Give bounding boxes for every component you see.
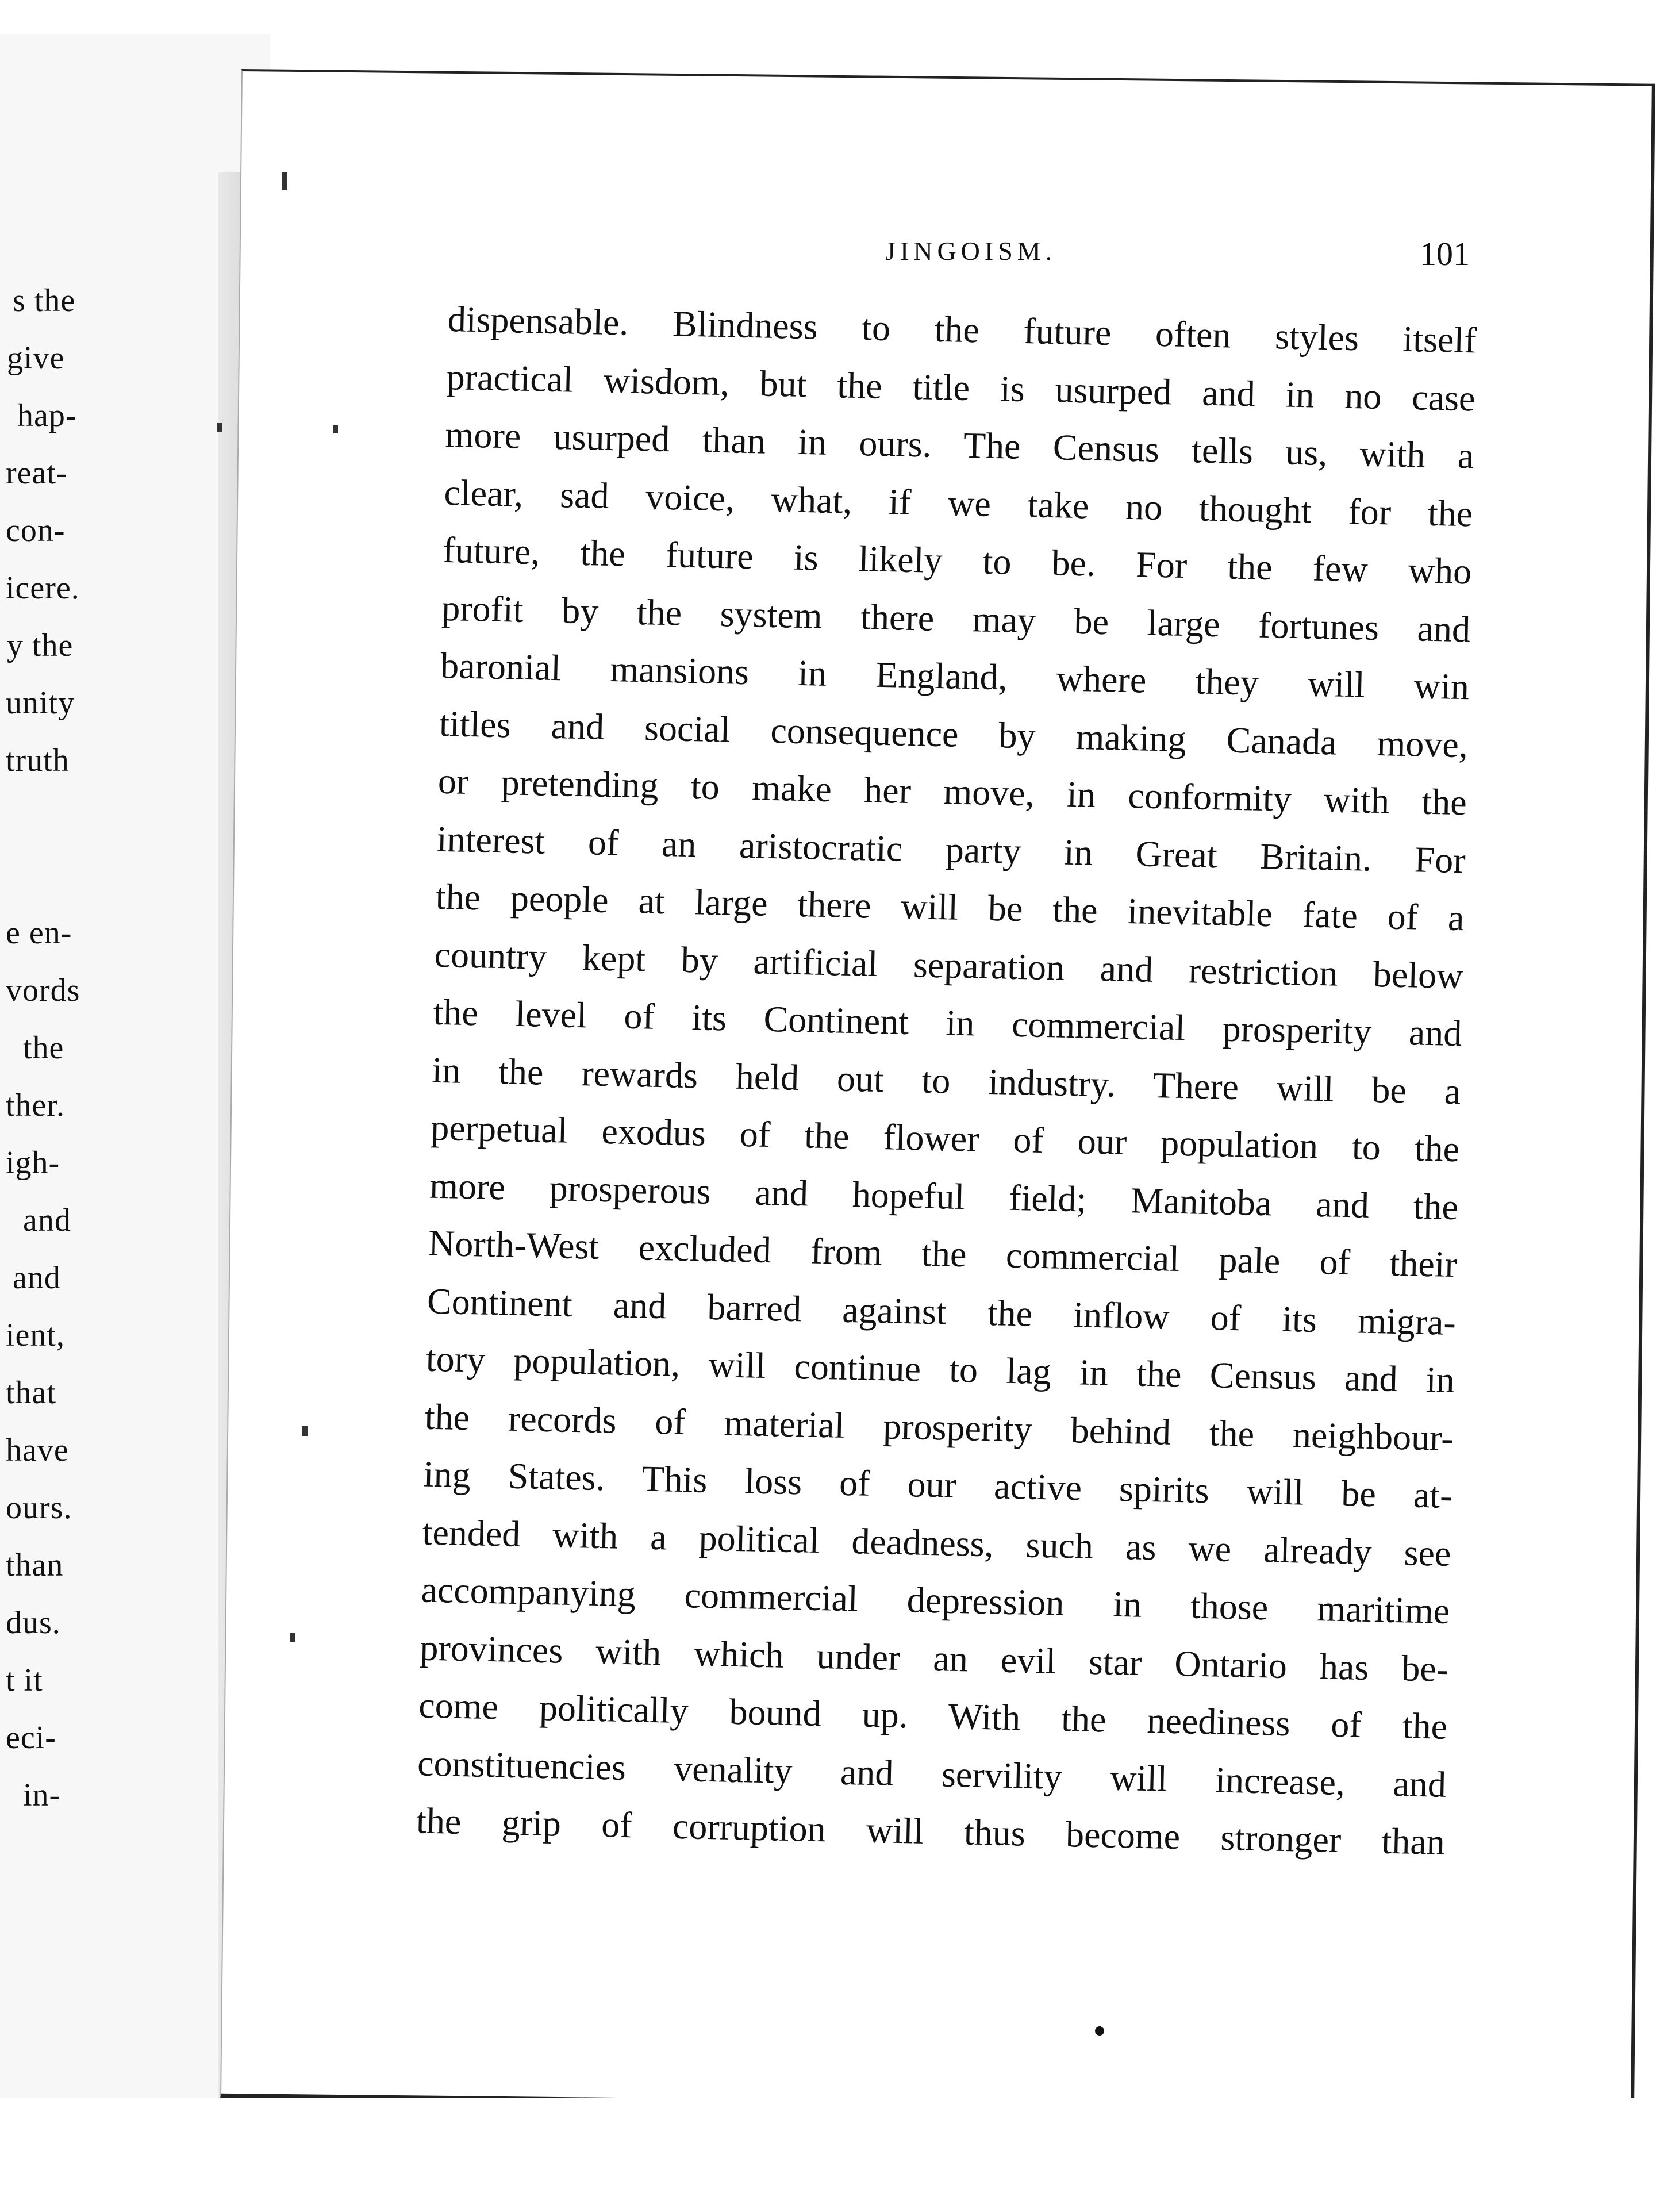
text-line: the people at large there will be the inevitable fate of a — [435, 875, 1465, 939]
left-fragment: the — [23, 1030, 64, 1066]
left-fragment: vords — [6, 973, 80, 1008]
text-line: tory population, will continue to lag in the Census and in — [425, 1338, 1455, 1401]
left-fragment: e en- — [6, 915, 72, 951]
text-line: practical wisdom, but the title is usurped and in no case — [446, 356, 1476, 418]
text-line: titles and social consequence by making Canada move, — [439, 702, 1469, 765]
left-fragment: con- — [6, 513, 66, 548]
left-fragment: that — [6, 1375, 56, 1411]
left-fragment: hap- — [17, 398, 77, 433]
left-fragment: than — [6, 1547, 64, 1583]
page-number: 101 — [1420, 235, 1470, 272]
left-fragment: ient, — [6, 1318, 65, 1353]
left-fragment: icere. — [6, 570, 80, 606]
text-line: the records of material prosperity behind the neighbour- — [424, 1396, 1454, 1458]
left-fragment: s the — [13, 283, 76, 318]
text-line: tended with a political deadness, such as we already see — [422, 1511, 1452, 1574]
text-line: come politically bound up. With the neediness of the — [418, 1684, 1448, 1747]
scan-speck — [302, 1426, 308, 1436]
left-fragment: y the — [7, 628, 74, 663]
text-line: future, the future is likely to be. For the few who — [442, 529, 1472, 592]
text-line: ing States. This loss of our active spirits will be at- — [423, 1453, 1453, 1516]
left-fragment: eci- — [6, 1720, 56, 1756]
left-fragment: in- — [23, 1777, 61, 1813]
left-fragment: t it — [6, 1662, 43, 1698]
scan-speck — [290, 1633, 295, 1642]
text-line: or pretending to make her move, in conformity with the — [437, 760, 1467, 823]
text-line: North-West excluded from the commercial pale of their — [428, 1222, 1458, 1285]
left-fragment: truth — [6, 743, 70, 778]
text-line: perpetual exodus of the flower of our population to the — [430, 1107, 1460, 1170]
text-line: country kept by artificial separation and restriction below — [434, 934, 1464, 996]
text-line: dispensable. Blindness to the future often styles itself — [447, 298, 1477, 361]
text-line: clear, sad voice, what, if we take no thought for the — [443, 471, 1473, 534]
text-line: profit by the system there may be large fortunes and — [441, 587, 1471, 650]
scan-speck — [282, 172, 287, 190]
left-fragment: dus. — [6, 1605, 61, 1641]
scan-bottom-margin — [0, 2098, 1660, 2212]
body-text — [416, 290, 1477, 1871]
scan-speck — [333, 425, 338, 433]
text-line: Continent and barred against the inflow of its migra- — [426, 1280, 1457, 1343]
left-fragment: and — [13, 1260, 61, 1296]
text-line: more usurped than in ours. The Census tells us, with a — [445, 413, 1475, 477]
left-fragment: igh- — [6, 1145, 60, 1181]
running-head: JINGOISM. — [885, 236, 1057, 266]
text-line: the grip of corruption will thus become stronger than — [416, 1800, 1446, 1862]
text-line: in the rewards held out to industry. There will be a — [431, 1049, 1461, 1112]
text-line: interest of an aristocratic party in Great Britain. For — [436, 818, 1466, 881]
left-fragment: unity — [6, 685, 75, 721]
text-line: baronial mansions in England, where they will win — [440, 644, 1470, 708]
text-line: constituencies venality and servility will increase, and — [417, 1742, 1447, 1805]
left-fragment: have — [6, 1433, 69, 1468]
text-line: more prosperous and hopeful field; Manitoba and the — [429, 1165, 1459, 1227]
scan-speck — [217, 423, 222, 432]
left-fragment: give — [7, 340, 65, 376]
left-fragment: ours. — [6, 1490, 72, 1526]
text-line: the level of its Continent in commercial prosperity and — [432, 991, 1463, 1054]
scan-speck — [1095, 2026, 1104, 2036]
left-fragment: reat- — [6, 455, 68, 491]
text-line: provinces with which under an evil star Ontario has be- — [419, 1626, 1449, 1689]
text-line: accompanying commercial depression in those maritime — [420, 1569, 1451, 1631]
left-fragment: ther. — [6, 1088, 65, 1123]
left-fragment: and — [23, 1203, 71, 1238]
